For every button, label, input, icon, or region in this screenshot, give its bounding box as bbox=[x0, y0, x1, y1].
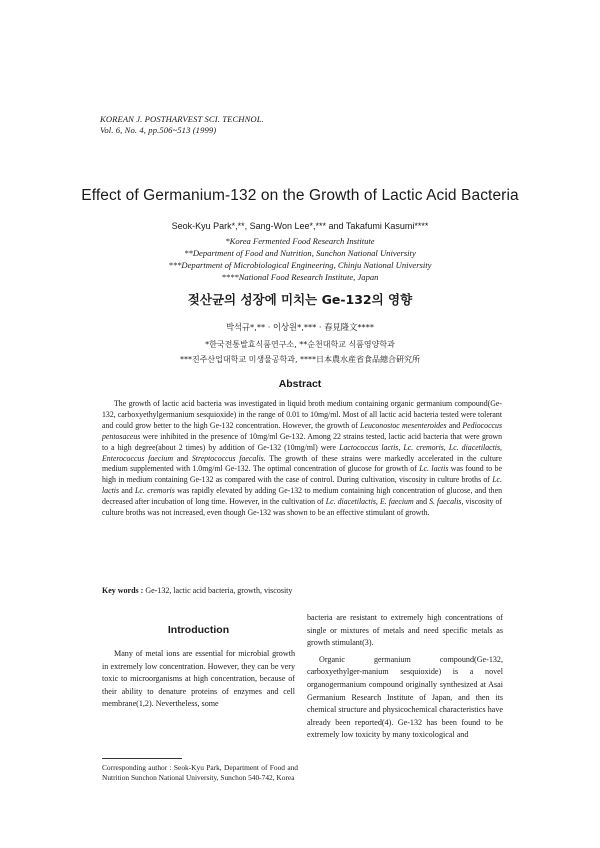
paper-title: Effect of Germanium-132 on the Growth of Lactic Acid Bacteria bbox=[81, 187, 519, 204]
right-column bbox=[307, 612, 503, 746]
korean-title: 젖산균의 성장에 미치는 Ge-132의 영향 bbox=[187, 292, 413, 307]
korean-affiliation-list bbox=[0, 337, 600, 367]
korean-author-list: 박석규*,** · 이상원*,*** · 春見隆文**** bbox=[225, 322, 374, 332]
species-name: Lc. cremoris bbox=[135, 486, 175, 496]
affiliation: *Korea Fermented Food Research Institute bbox=[225, 236, 375, 246]
species-name: Lc. lactis bbox=[419, 464, 449, 474]
species-name: Lactococcus lactis, Lc. cremoris, Lc. diacetilactis, Enterococcus faecium bbox=[102, 442, 502, 463]
corresponding-author-footnote: Corresponding author : Seok-Kyu Park, Department of Food and Nutrition Sunchon National University, Sunchon 540-742, Korea bbox=[102, 763, 298, 782]
species-name: Pediococcus pentosaceus bbox=[102, 420, 503, 441]
intro-paragraph: Organic germanium compound(Ge-132, carboxyethylger-manium sesquioxide) is a novel organogermanium compound originally synthesized at Asai Germanium Research Institute of Japan, and then its chemical structure and physicochemical characteristics have already been reported(4). Ge-132 has been found to be extremely low toxicity by many toxicological and bbox=[307, 654, 503, 740]
species-name: Lc. diacetilactis, E. faecium bbox=[325, 497, 414, 507]
author-list: Seok-Kyu Park*,**, Sang-Won Lee*,*** and Takafumi Kasumi**** bbox=[171, 221, 429, 231]
species-name: Streptococcus faecalis. bbox=[191, 453, 266, 463]
intro-paragraph-continued: bacteria are resistant to extremely high concentrations of single or mixtures of metals and need specific metals as growth stimulant(3). bbox=[307, 613, 503, 648]
abstract-body: The growth of lactic acid bacteria was investigated in liquid broth medium containing organic germanium compound(Ge-132, carboxyethylgermanium sesquioxide) in the range of 0.01 to 10mg/ml. Most of all lactic acid bacteria tested were tolerant and could grow better to the high Ge-132 concentration. However, the growth of Leuconostoc mesenteroides and Pediococcus pentosaceus were inhibited in the presence of 10mg/ml Ge-132. Among 22 strains tested, lactic acid bacteria that were grown to a high degree(about 2 times) by addition of Ge-132 (10mg/ml) were Lactococcus lactis, Lc. cremoris, Lc. diacetilactis, Enterococcus faecium and Streptococcus faecalis. The growth of these strains were markedly accelerated in the culture medium supplemented with 1.0mg/ml Ge-132. The optimal concentration of glucose for growth of Lc. lactis was found to be high in medium containing Ge-132 as compared with the case of control. During cultivation, viscosity in culture broths of Lc. lactis and Lc. cremoris was rapidly elevated by adding Ge-132 to medium containing high concentration of glucose, and then decreased after incubation of long time. However, in the cultivation of Lc. diacetilactis, E. faecium and S. faecalis, viscosity of culture broths was not increased, even though Ge-132 was shown to be an effective stimulant of growth. bbox=[102, 399, 503, 518]
species-name: S. faecalis, bbox=[429, 497, 464, 507]
journal-header bbox=[100, 114, 264, 136]
intro-paragraph: Many of metal ions are essential for microbial growth in extremely low concentration. However, they can be very toxic to microorganisms at high concentration, because of their ability to denature proteins of enzymes and cell membrane(1,2). Nevertheless, some bbox=[102, 649, 295, 709]
footnote-divider bbox=[102, 758, 182, 759]
journal-name: KOREAN J. POSTHARVEST SCI. TECHNOL. bbox=[100, 114, 264, 124]
species-name: Lc. lactis bbox=[102, 475, 502, 496]
species-name: Leuconostoc mesenteroides bbox=[360, 420, 447, 430]
affiliation: **Department of Food and Nutrition, Sunchon National University bbox=[184, 248, 416, 258]
affiliation: ****National Food Research Institute, Japan bbox=[221, 272, 379, 282]
journal-volume: Vol. 6, No. 4, pp.506~513 (1999) bbox=[100, 125, 217, 135]
affiliation: ***Department of Microbiological Engineering, Chinju National University bbox=[168, 260, 432, 270]
left-column bbox=[102, 624, 295, 711]
korean-affiliation: *한국전통발효식품연구소, **순천대학교 식품영양학과 bbox=[205, 340, 395, 349]
introduction-heading: Introduction bbox=[167, 624, 230, 636]
korean-affiliation: ***진주산업대학교 미생물공학과, ****日本農水産省食品總合硏究所 bbox=[179, 355, 421, 364]
keywords-label: Key words : bbox=[102, 586, 144, 595]
affiliation-list bbox=[0, 235, 600, 283]
abstract-heading: Abstract bbox=[278, 378, 322, 390]
keywords-text: Ge-132, lactic acid bacteria, growth, viscosity bbox=[143, 586, 293, 595]
keywords bbox=[102, 585, 502, 596]
